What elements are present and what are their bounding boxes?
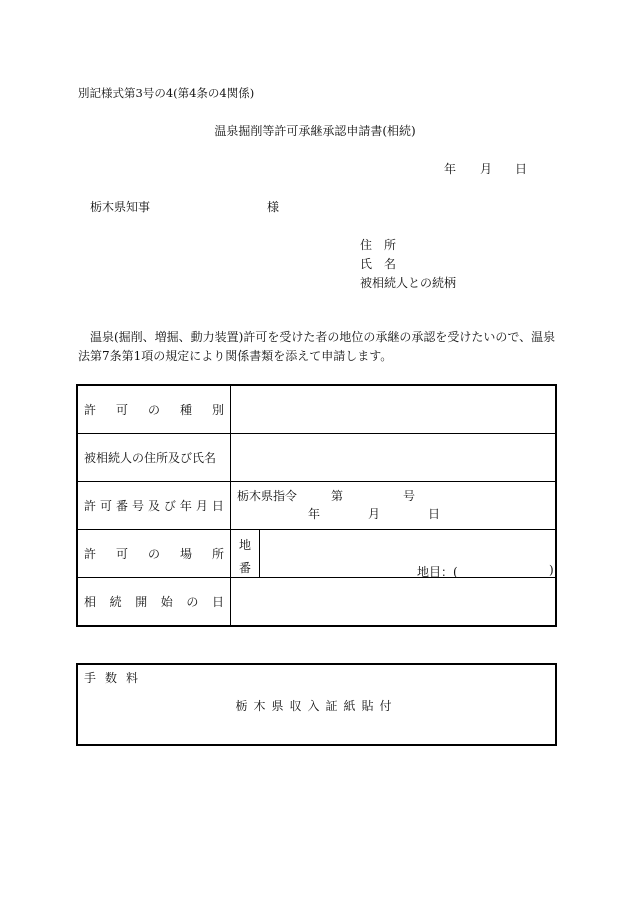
addressee: 栃木県知事: [90, 200, 151, 214]
label-char: 種: [179, 403, 192, 417]
chiban-char-1: 地: [239, 538, 252, 552]
r5-label-text: [84, 593, 230, 610]
label-char: 号: [131, 499, 144, 513]
decedent-value[interactable]: [231, 434, 557, 482]
permit-type-label: [77, 385, 231, 434]
label-char: 相: [84, 595, 97, 609]
chimoku-label: 地目：(: [417, 565, 458, 579]
label-char: 開: [135, 595, 148, 609]
chimoku-close: ): [549, 563, 554, 577]
label-char: 及: [147, 499, 160, 513]
label-char: の: [186, 595, 199, 609]
date-year: 年: [444, 162, 457, 176]
label-char: 許: [84, 547, 97, 561]
inheritance-start-label: [77, 578, 231, 627]
label-char: 許: [84, 403, 97, 417]
honorific: 様: [267, 200, 280, 214]
permit-location-label: [77, 530, 231, 578]
applicant-relation-label: 被相続人との続柄: [360, 276, 457, 290]
table-row: [77, 578, 556, 627]
permit-year: 年: [308, 507, 321, 521]
r4-label-text: [84, 545, 230, 562]
label-char: 年: [179, 499, 192, 513]
permit-location-value[interactable]: [231, 530, 557, 578]
label-char: 月: [195, 499, 208, 513]
permit-day: 日: [428, 507, 441, 521]
label-char: 可: [115, 403, 128, 417]
date-month: 月: [480, 162, 493, 176]
inheritance-start-value[interactable]: [231, 578, 557, 627]
table-row: [77, 482, 556, 530]
label-char: 所: [211, 547, 224, 561]
fee-box: [76, 663, 557, 746]
r3-label-text: [84, 497, 230, 514]
label-char: の: [147, 403, 160, 417]
label-char: 番: [115, 499, 128, 513]
fee-label: 手数料: [84, 671, 148, 685]
table-row: [77, 530, 556, 578]
permit-month: 月: [368, 507, 381, 521]
form-reference: 別記様式第3号の4(第4条の4関係): [78, 86, 255, 100]
date-day: 日: [515, 162, 528, 176]
document-title: 温泉掘削等許可承継承認申請書(相続): [214, 124, 416, 138]
application-table: [76, 384, 557, 627]
label-char: の: [147, 547, 160, 561]
applicant-address-label: 住 所: [360, 238, 397, 252]
applicant-name-label: 氏 名: [360, 257, 397, 271]
r1-label-text: [84, 401, 230, 418]
permit-number-label: [77, 482, 231, 530]
label-char: 始: [160, 595, 173, 609]
label-char: 続: [109, 595, 122, 609]
permit-dai: 第: [331, 489, 344, 503]
date-line: [0, 160, 630, 176]
decedent-label: 被相続人の住所及び氏名: [77, 434, 231, 482]
table-row: [77, 434, 556, 482]
chiban-char-2: 番: [239, 561, 252, 575]
revenue-stamp-area: 栃木県収入証紙貼付: [235, 699, 398, 713]
label-char: 別: [211, 403, 224, 417]
application-statement: 温泉(掘削、増掘、動力装置)許可を受けた者の地位の承継の承認を受けたいので、温泉法第7条第1項の規定により関係書類を添えて申請します。: [78, 330, 556, 363]
label-char: 可: [99, 499, 112, 513]
label-char: 日: [211, 499, 224, 513]
permit-number-value[interactable]: [231, 482, 557, 530]
label-char: 日: [211, 595, 224, 609]
label-char: び: [163, 499, 176, 513]
label-char: 可: [115, 547, 128, 561]
permit-type-value[interactable]: [231, 385, 557, 434]
table-row: [77, 385, 556, 434]
label-char: 場: [179, 547, 192, 561]
permit-prefix: 栃木県指令: [237, 489, 298, 503]
label-char: 許: [84, 499, 97, 513]
permit-go: 号: [403, 489, 416, 503]
chiban-subcell: [231, 530, 260, 577]
